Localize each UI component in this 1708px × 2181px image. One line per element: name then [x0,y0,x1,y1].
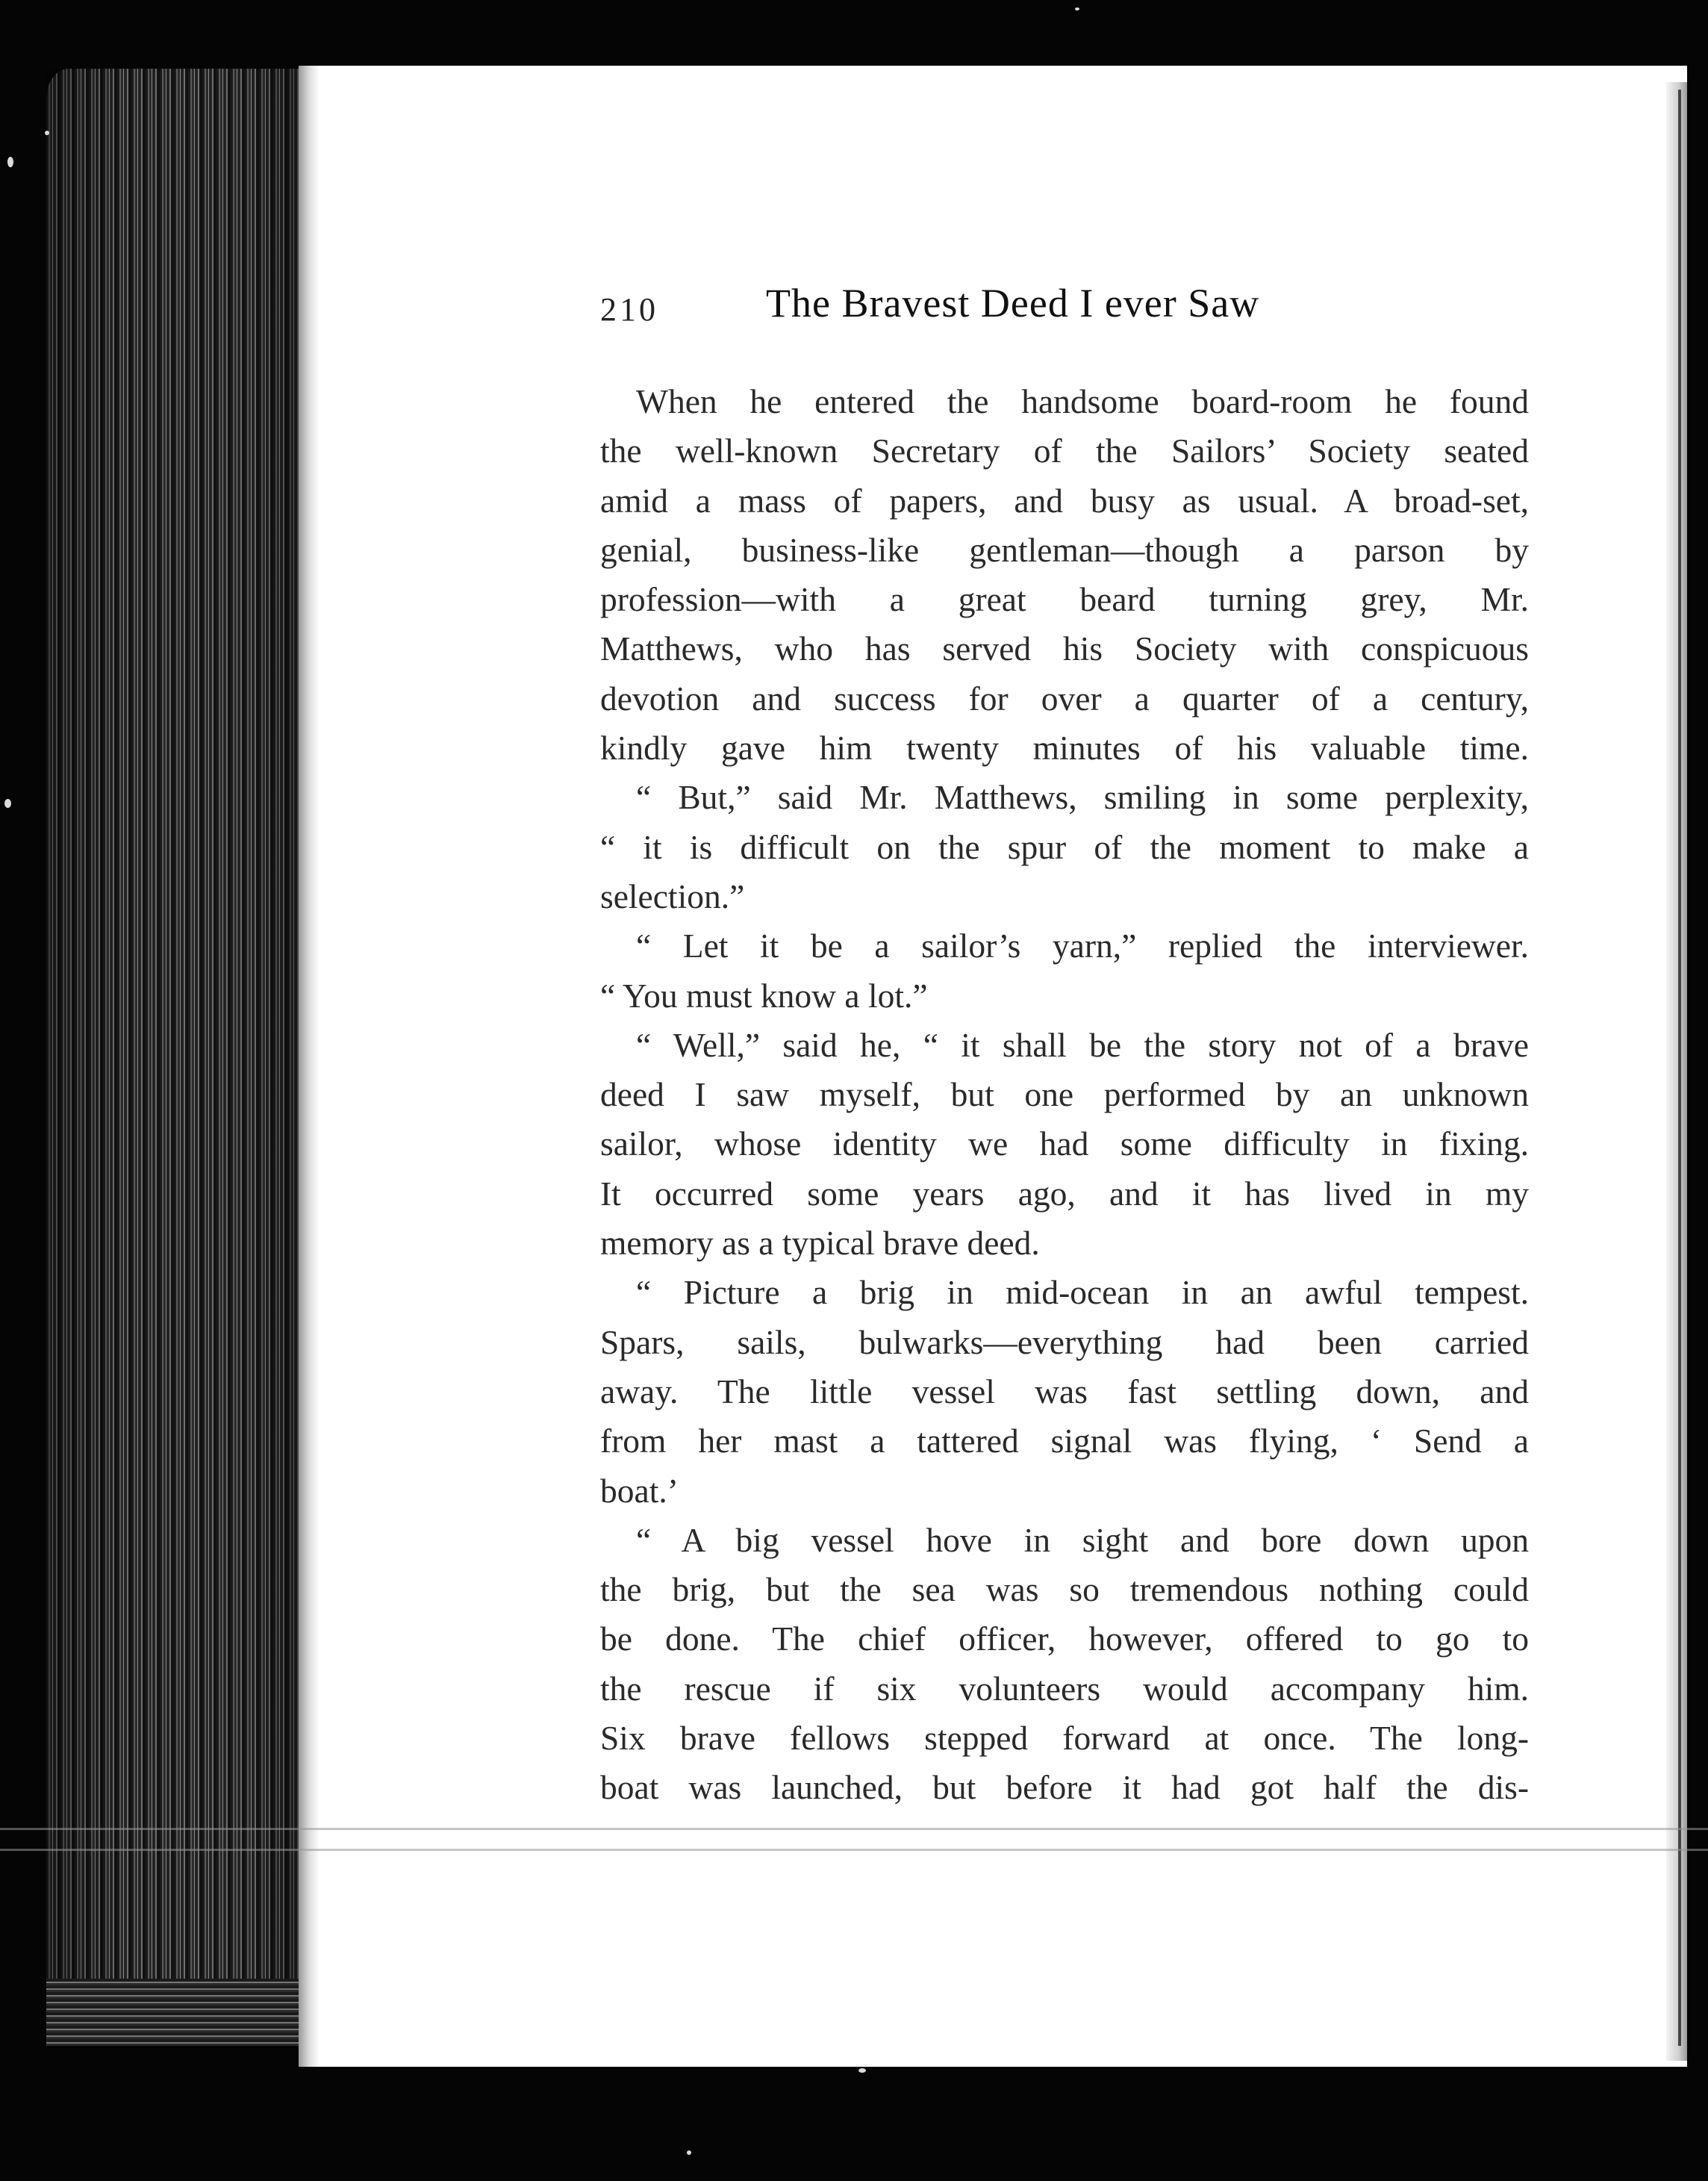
text-line: “ it is difficult on the spur of the moment to make a [600,827,1529,866]
page-right-edge [1666,82,1687,2061]
dust-speck [45,131,49,135]
text-line: profession—with a great beard turning grey, Mr. [600,580,1529,619]
running-title: The Bravest Deed I ever Saw [766,281,1260,326]
text-line: be done. The chief officer, however, offered to go to [600,1620,1529,1658]
text-line: from her mast a tattered signal was flying, ‘ Send a [600,1422,1529,1460]
text-line: “ Picture a brig in mid-ocean in an awful tempest. [636,1273,1529,1312]
scan-artifact-line [0,1828,1708,1830]
page-right-edge-line [1678,90,1681,2046]
text-line: kindly gave him twenty minutes of his valuable time. [600,729,1529,768]
text-line: the rescue if six volunteers would accompany him. [600,1669,1529,1708]
text-line: “ But,” said Mr. Matthews, smiling in some perplexity, [636,778,1529,817]
text-line: memory as a typical brave deed. [600,1224,1040,1263]
text-line: sailor, whose identity we had some difficulty in fixing. [600,1124,1529,1163]
text-line: the brig, but the sea was so tremendous nothing could [600,1570,1529,1609]
text-line: “ You must know a lot.” [600,976,928,1015]
text-line: “ Let it be a sailor’s yarn,” replied the interviewer. [636,927,1529,965]
dust-speck [1075,7,1079,10]
text-line: Matthews, who has served his Society with conspicuous [600,629,1529,668]
page-number: 210 [600,291,658,328]
text-line: Six brave fellows stepped forward at once. The long- [600,1719,1529,1758]
book-page-edges-bottom [46,1979,304,2046]
text-line: genial, business-like gentleman—though a parson by [600,530,1529,569]
text-line: boat was launched, but before it had got half the dis- [600,1768,1529,1807]
body-text [600,377,1529,1813]
text-line: the well-known Secretary of the Sailors’ Society seated [600,432,1529,470]
text-line: away. The little vessel was fast settling down, and [600,1372,1529,1410]
dust-speck [4,799,11,808]
page-edges-shade [46,69,304,2040]
text-line: “ A big vessel hove in sight and bore down upon [636,1520,1529,1559]
dust-speck [858,2068,866,2073]
text-line: selection.” [600,877,745,915]
dust-speck [687,2150,691,2155]
text-line: amid a mass of papers, and busy as usual. A broad-set, [600,481,1529,520]
text-line: It occurred some years ago, and it has lived in my [600,1174,1529,1213]
text-line: deed I saw myself, but one performed by an unknown [600,1075,1529,1114]
text-line: “ Well,” said he, “ it shall be the story not of a brave [636,1025,1529,1064]
dust-speck [7,157,13,167]
text-line: boat.’ [600,1471,679,1510]
running-head [600,280,1377,340]
scan-artifact-line [0,1849,1708,1851]
page-gutter [299,66,320,2067]
text-line: When he entered the handsome board-room he found [636,382,1529,420]
text-line: Spars, sails, bulwarks—everything had been carried [600,1322,1529,1361]
text-line: devotion and success for over a quarter of a century, [600,679,1529,718]
